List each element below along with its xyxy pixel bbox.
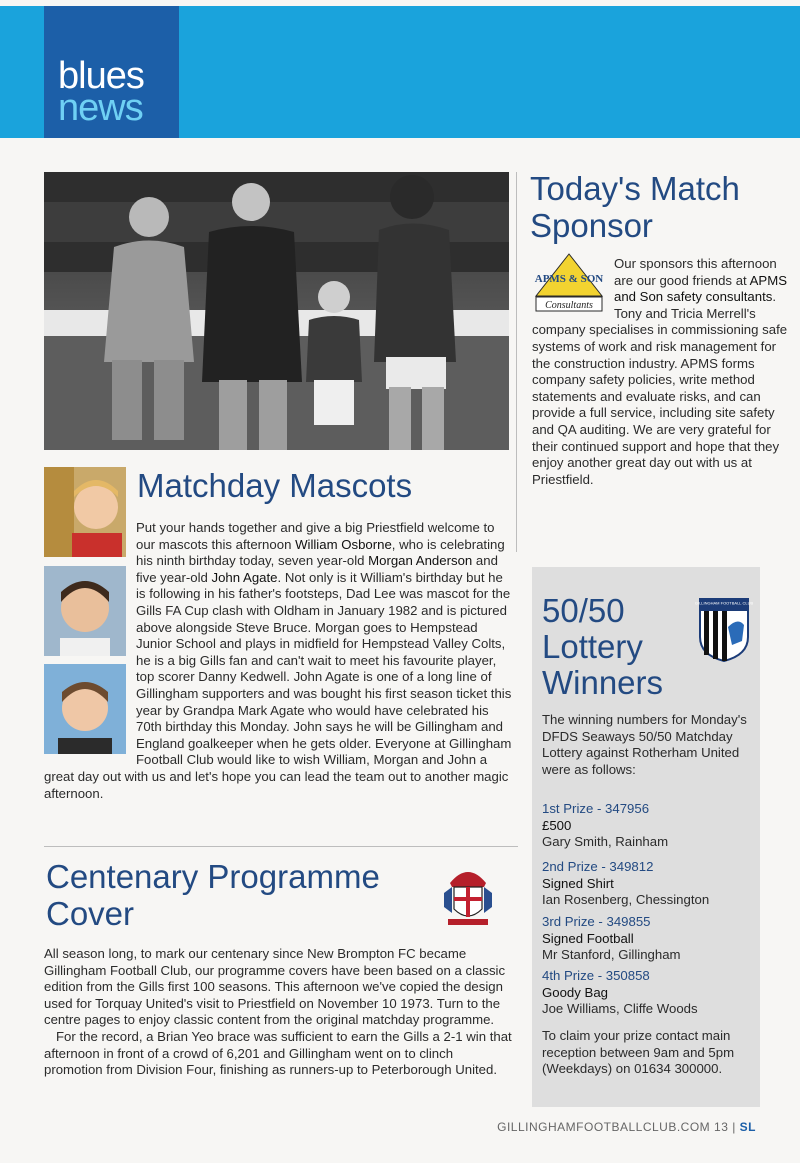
centenary-heading: Centenary Programme Cover — [46, 858, 380, 932]
mascots-body — [44, 520, 514, 802]
logo-word-news: news — [58, 87, 143, 129]
mascots-text-2: , who is celebrating his ninth birthday today, seven year-old — [136, 536, 505, 569]
sponsor-name: APMS and Son safety consultants — [614, 272, 788, 305]
centenary-paragraph-2: For the record, a Brian Yeo brace was sufficient to earn the Gills a 2-1 win that afternoon in front of a crowd of 6,201 and Gillingham went on to clinch promotion from Division Four, finishing as runners-up to Peterborough United. — [44, 1028, 512, 1078]
sponsor-description: . Tony and Tricia Merrell's company specialises in commissioning safe systems of work and risk management for the construction industry. APMS forms company safety policies, write method statements and evaluate risks, and can provide a full service, including site safety and QA auditing. We are very grateful for their continued support and hope that they enjoy another great day out with us at Priestfield. — [532, 289, 788, 487]
mascots-text-1: Put your hands together and give a big Priestfield welcome to our mascots this afternoon — [136, 520, 495, 552]
prize-item: Goody Bag — [542, 984, 608, 1000]
prize-title: 4th Prize - 350858 — [542, 968, 650, 983]
mascots-text-3: and five year-old — [136, 553, 498, 585]
blues-news-logo — [44, 6, 179, 138]
mascot-name-morgan: Morgan Anderson — [368, 553, 473, 569]
logo-apms-text: APMS & SON — [534, 273, 604, 285]
centenary-body — [44, 946, 514, 1079]
prize-winner: Gary Smith, Rainham — [542, 834, 669, 850]
lottery-winners-panel — [532, 567, 760, 1107]
prize-winner: Joe Williams, Cliffe Woods — [542, 1001, 698, 1017]
centenary-crest-icon — [440, 857, 496, 929]
lottery-heading: 50/50 Lottery Winners — [542, 592, 664, 701]
logo-consultants-text: Consultants — [545, 300, 593, 311]
prize-item: Signed Shirt — [542, 875, 614, 891]
centenary-paragraph-1: All season long, to mark our centenary since New Brompton FC became Gillingham Football Club, our programme covers have been based on a classic edition from the Gills first 100 seasons. This afternoon we've copied the design used for Torquay United's visit to Priestfield on November 10 1973. Turn to the centre pages to enjoy classic content from the original matchday programme. — [44, 946, 506, 1028]
prize-winner: Ian Rosenberg, Chessington — [542, 892, 710, 908]
column-divider — [516, 172, 517, 552]
prize-item: £500 — [542, 817, 572, 833]
prize-entry — [542, 801, 752, 851]
prize-title: 1st Prize - 347956 — [542, 801, 650, 816]
mascots-heading: Matchday Mascots — [137, 467, 413, 504]
sponsor-intro: Our sponsors this afternoon are our good friends at — [614, 256, 777, 288]
section-divider — [44, 846, 518, 847]
photo-illustration — [44, 172, 509, 450]
mascot-name-john: John Agate — [211, 569, 278, 585]
mascot-name-william: William Osborne — [295, 536, 392, 552]
prize-title: 2nd Prize - 349812 — [542, 859, 654, 874]
logo-word-blues: blues — [58, 55, 144, 97]
sponsor-body — [532, 256, 794, 488]
prize-entry — [542, 859, 752, 909]
badge-text: GILLINGHAM FOOTBALL CLUB — [694, 600, 754, 606]
page-footer — [497, 1120, 756, 1134]
prize-title: 3rd Prize - 349855 — [542, 914, 651, 929]
claim-instructions: To claim your prize contact main reception between 9am and 5pm (Weekdays) on 01634 300000. — [542, 1028, 735, 1077]
prize-entry — [542, 914, 752, 964]
match-sponsor-heading: Today's Match Sponsor — [530, 170, 740, 244]
mascots-text-4: . Not only is it William's birthday but he is following in his father's footsteps, Dad Lee was mascot for the Gills FA Cup clash with Oldham in January 1982 and is pictured above alongside Steve Bruce. Morgan goes to Hempstead Junior School and plays in midfield for Hempstead Valley Colts, he is a big Gills fan and can't wait to meet his favourite player, top scorer Danny Kedwell. John Agate is one of a long line of Gillingham supporters and was bought his first season ticket this year by Grandpa Mark Agate who would have celebrated his 70th birthday this Monday. John says he will be Gillingham and England goalkeeper when he gets older. Everyone at Gillingham Football Club would like to wish William, Morgan and John a great day out with us and let's hope you can lead the team out to another magic afternoon. — [44, 569, 512, 801]
footer-logo-mark: SL — [739, 1120, 756, 1134]
gillingham-badge-icon — [694, 597, 754, 663]
prize-item: Signed Football — [542, 930, 634, 946]
lottery-intro: The winning numbers for Monday's DFDS Seaways 50/50 Matchday Lottery against Rotherham United were as follows: — [542, 712, 747, 777]
prize-entry — [542, 968, 752, 1018]
prize-winner: Mr Stanford, Gillingham — [542, 947, 681, 963]
footer-site-and-page: GILLINGHAMFOOTBALLCLUB.COM 13 | — [497, 1120, 736, 1134]
mascot-archive-photo — [44, 172, 509, 450]
